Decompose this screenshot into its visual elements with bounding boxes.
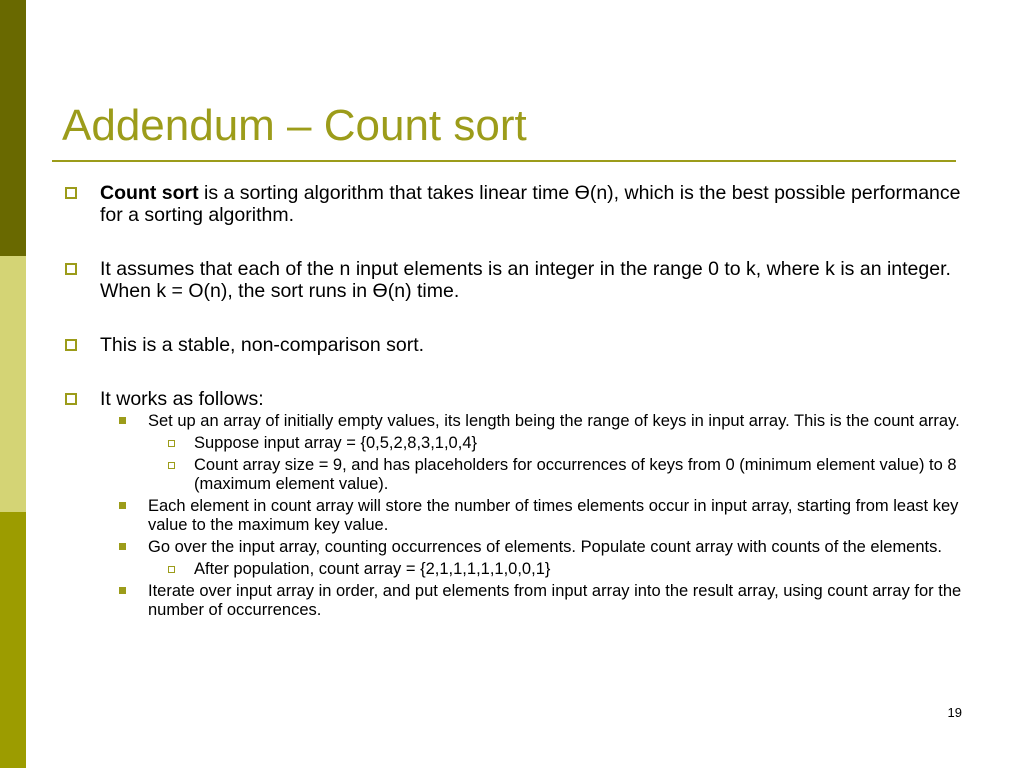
bullet-text: [100, 182, 962, 226]
title-divider: [52, 160, 956, 162]
left-bar-segment-top: [0, 0, 26, 256]
filled-square-bullet-icon: [119, 502, 126, 509]
filled-square-bullet-icon: [119, 543, 126, 550]
filled-square-bullet-icon: [119, 587, 126, 594]
slide-title: Addendum – Count sort: [62, 101, 527, 150]
sub-bullet-item: [100, 538, 962, 579]
bullet-item: [62, 182, 962, 226]
bullet-text: [100, 334, 962, 356]
left-bar-segment-bottom: [0, 512, 26, 768]
left-color-bar: [0, 0, 26, 768]
sub-bullet-text: Go over the input array, counting occurrences of elements. Populate count array with counts of the elements.: [148, 538, 942, 556]
hollow-square-bullet-icon: [65, 187, 77, 199]
bullet-text: [100, 258, 962, 302]
slide-content: [62, 182, 962, 620]
nested-bullet-list: [148, 560, 962, 579]
nested-bullet-text: Count array size = 9, and has placeholders for occurrences of keys from 0 (minimum element value) to 8 (maximum element value).: [194, 456, 957, 493]
nested-bullet-text: After population, count array = {2,1,1,1,1,1,0,0,1}: [194, 560, 551, 578]
bullet-body: This is a stable, non-comparison sort.: [100, 334, 425, 356]
nested-bullet-item: [148, 434, 962, 453]
bullet-body: It works as follows:: [100, 388, 264, 410]
small-hollow-square-bullet-icon: [168, 566, 175, 573]
nested-bullet-item: [148, 560, 962, 579]
bullet-bold-term: Count sort: [100, 182, 199, 204]
bullet-body: It assumes that each of the n input elements is an integer in the range 0 to k, where k is an integer. When k = O(n), the sort runs in Ө(n) time.: [100, 258, 951, 302]
bullet-body: is a sorting algorithm that takes linear time Ө(n), which is the best possible performance for a sorting algorithm.: [100, 182, 961, 226]
nested-bullet-item: [148, 456, 962, 494]
nested-bullet-list: [148, 434, 962, 494]
bullet-item: [62, 388, 962, 620]
filled-square-bullet-icon: [119, 417, 126, 424]
hollow-square-bullet-icon: [65, 339, 77, 351]
sub-bullet-list: [100, 412, 962, 620]
sub-bullet-text: Each element in count array will store the number of times elements occur in input array, starting from least key value to the maximum key value.: [148, 497, 959, 534]
sub-bullet-text: Set up an array of initially empty values, its length being the range of keys in input array. This is the count array.: [148, 412, 960, 430]
sub-bullet-item: [100, 412, 962, 494]
sub-bullet-item: [100, 582, 962, 620]
bullet-text: [100, 388, 962, 410]
small-hollow-square-bullet-icon: [168, 440, 175, 447]
bullet-item: [62, 258, 962, 302]
left-bar-segment-middle: [0, 256, 26, 512]
hollow-square-bullet-icon: [65, 393, 77, 405]
nested-bullet-text: Suppose input array = {0,5,2,8,3,1,0,4}: [194, 434, 478, 452]
sub-bullet-item: [100, 497, 962, 535]
bullet-item: [62, 334, 962, 356]
sub-bullet-text: Iterate over input array in order, and put elements from input array into the result array, using count array for the number of occurrences.: [148, 582, 962, 619]
hollow-square-bullet-icon: [65, 263, 77, 275]
slide-number: 19: [947, 705, 962, 720]
small-hollow-square-bullet-icon: [168, 462, 175, 469]
